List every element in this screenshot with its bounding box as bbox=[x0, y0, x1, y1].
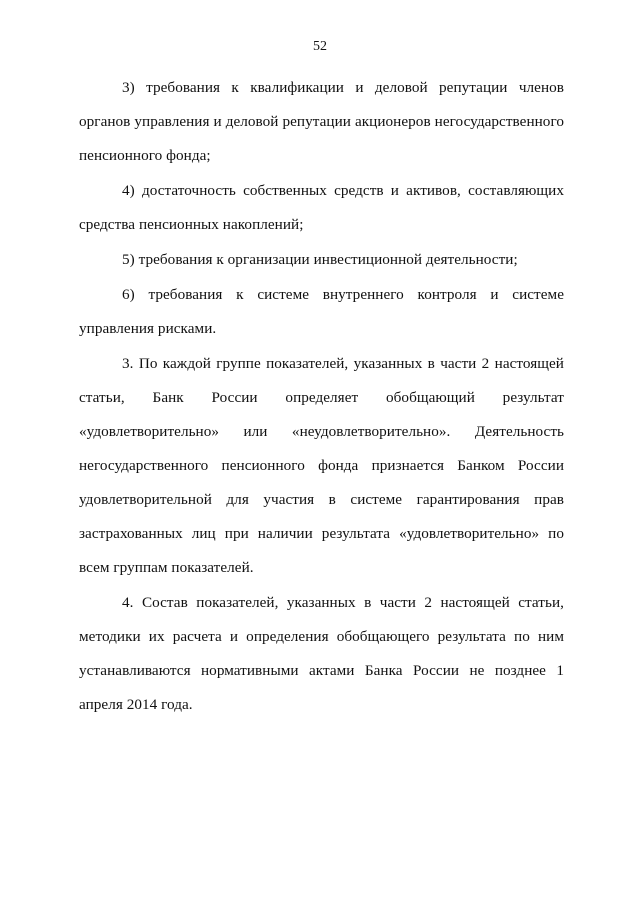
document-body bbox=[79, 71, 564, 723]
page-number: 52 bbox=[313, 39, 327, 54]
paragraph-item-6: 6) требования к системе внутреннего контроля и системе управления рисками. bbox=[79, 286, 564, 337]
paragraph-part-3: 3. По каждой группе показателей, указанных в части 2 настоящей статьи, Банк России определяет обобщающий результат «удовлетворительно» или «неудовлетворительно». Деятельность негосударственного пенсионного фонда признается Банком России удовлетворительной для участия в системе гарантирования прав застрахованных лиц при наличии результата «удовлетворительно» по всем группам показателей. bbox=[79, 355, 564, 576]
paragraph-item-4: 4) достаточность собственных средств и активов, составляющих средства пенсионных накоплений; bbox=[79, 182, 564, 233]
paragraph-item-3: 3) требования к квалификации и деловой репутации членов органов управления и деловой репутации акционеров негосударственного пенсионного фонда; bbox=[79, 79, 564, 164]
paragraph-part-4: 4. Состав показателей, указанных в части 2 настоящей статьи, методики их расчета и определения обобщающего результата по ним устанавливаются нормативными актами Банка России не позднее 1 апреля 2014 года. bbox=[79, 594, 564, 713]
paragraph-item-5: 5) требования к организации инвестиционной деятельности; bbox=[122, 251, 518, 268]
